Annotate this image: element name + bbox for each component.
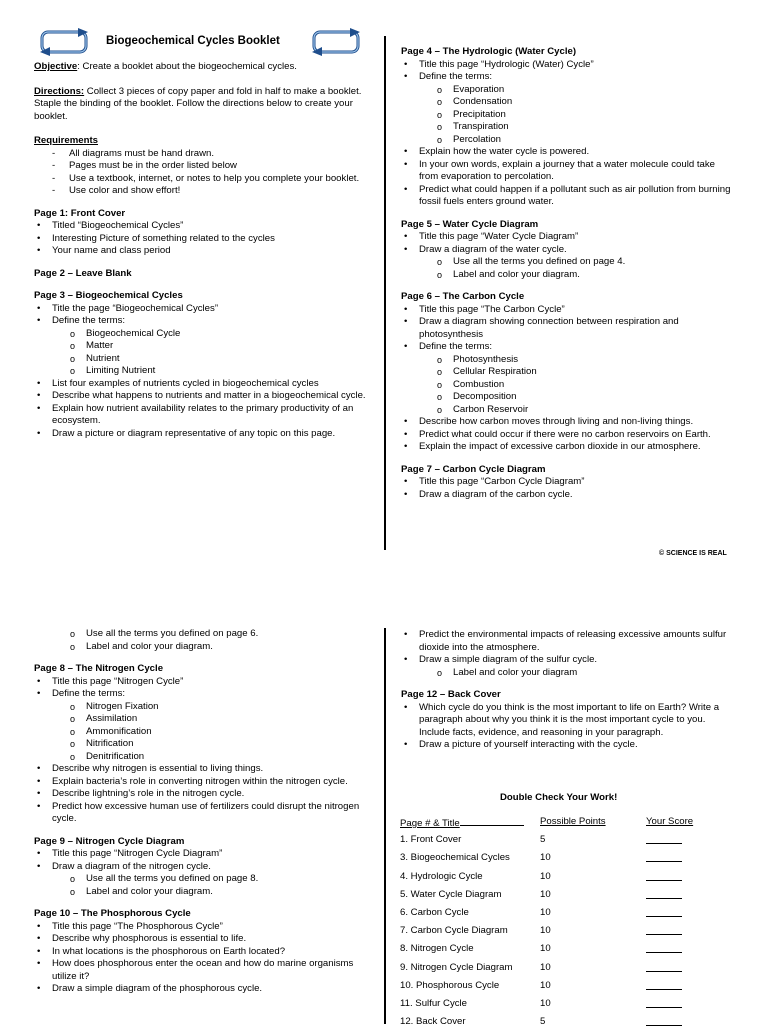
list-item: o Photosynthesis — [401, 354, 735, 367]
list-item: • Describe lightning’s role in the nitrogen cycle. — [34, 788, 368, 801]
list-item: - Use color and show effort! — [34, 185, 368, 198]
list-item: o Use all the terms you defined on page 4. — [401, 256, 735, 269]
list-item: • Your name and class period — [34, 245, 368, 258]
page-6-list-rest — [401, 416, 735, 454]
list-item: • Which cycle do you think is the most important to life on Earth? Write a paragraph about why you think it is the most important cycle to you. Include facts, evidence, and reasoning in your paragraph. — [401, 702, 735, 740]
list-item: • Explain bacteria’s role in converting nitrogen within the nitrogen cycle. — [34, 776, 368, 789]
header-page-title: Page # & Title — [400, 818, 460, 829]
list-item: - Pages must be in the order listed below — [34, 160, 368, 173]
list-item: • Draw a picture of yourself interacting with the cycle. — [401, 739, 735, 752]
page-7-list — [401, 476, 735, 501]
column-divider — [384, 36, 386, 550]
list-item: o Use all the terms you defined on page 6. — [34, 628, 368, 641]
requirements-heading: Requirements — [34, 135, 98, 146]
list-item: • Draw a diagram of the water cycle. — [401, 244, 735, 257]
table-row: 6. Carbon Cycle 10 — [400, 907, 736, 925]
page-5-sublist — [401, 256, 735, 281]
table-row: 4. Hydrologic Cycle 10 — [400, 871, 736, 889]
score-blank[interactable] — [646, 834, 682, 844]
page-6-terms — [401, 354, 735, 417]
requirements-list — [34, 148, 368, 198]
list-item: • Explain how nutrient availability relates to the primary productivity of an ecosystem. — [34, 403, 368, 428]
checklist-title: Double Check Your Work! — [500, 792, 618, 803]
list-item: o Label and color your diagram. — [401, 269, 735, 282]
list-item: • List four examples of nutrients cycled in biogeochemical cycles — [34, 378, 368, 391]
top-right-column — [401, 46, 735, 501]
list-item: o Label and color your diagram. — [34, 886, 368, 899]
list-item: o Label and color your diagram — [401, 667, 735, 680]
page-8-list — [34, 676, 368, 701]
table-row: 10. Phosphorous Cycle 10 — [400, 980, 736, 998]
list-item: o Nitrification — [34, 738, 368, 751]
list-item: o Transpiration — [401, 121, 735, 134]
list-item: • Title this page “Carbon Cycle Diagram” — [401, 476, 735, 489]
page-4-list — [401, 59, 735, 84]
score-blank[interactable] — [646, 871, 682, 881]
list-item: • Predict the environmental impacts of releasing excessive amounts sulfur dioxide into the atmosphere. — [401, 629, 735, 654]
list-item: o Limiting Nutrient — [34, 365, 368, 378]
list-item: • Title this page “Water Cycle Diagram” — [401, 231, 735, 244]
score-blank[interactable] — [646, 998, 682, 1008]
score-blank[interactable] — [646, 907, 682, 917]
list-item: • Title this page “The Phosphorous Cycle” — [34, 921, 368, 934]
list-item: o Nitrogen Fixation — [34, 701, 368, 714]
score-blank[interactable] — [646, 1016, 682, 1026]
list-item: • Draw a simple diagram of the phosphorous cycle. — [34, 983, 368, 996]
list-item: • Define the terms: — [34, 688, 368, 701]
list-item: o Assimilation — [34, 713, 368, 726]
list-item: o Combustion — [401, 379, 735, 392]
page-6-list — [401, 304, 735, 354]
list-item: • Explain how the water cycle is powered. — [401, 146, 735, 159]
list-item: • Predict what could occur if there were no carbon reservoirs on Earth. — [401, 429, 735, 442]
objective: Objective: Create a booklet about the biogeochemical cycles. — [34, 61, 297, 72]
table-row: 7. Carbon Cycle Diagram 10 — [400, 925, 736, 943]
score-blank[interactable] — [646, 980, 682, 990]
cycle-arrows-icon — [310, 28, 362, 56]
page-5-heading: Page 5 – Water Cycle Diagram — [401, 218, 539, 230]
list-item: • Define the terms: — [34, 315, 368, 328]
list-item: • How does phosphorous enter the ocean and how do marine organisms utilize it? — [34, 958, 368, 983]
page-8-terms — [34, 701, 368, 764]
list-item: • Title this page “Nitrogen Cycle” — [34, 676, 368, 689]
list-item: o Percolation — [401, 134, 735, 147]
list-item: o Ammonification — [34, 726, 368, 739]
page-7-heading: Page 7 – Carbon Cycle Diagram — [401, 463, 546, 475]
list-item: • Interesting Picture of something related to the cycles — [34, 233, 368, 246]
header-possible-points: Possible Points — [540, 816, 606, 827]
list-item: • Define the terms: — [401, 341, 735, 354]
list-item: • Draw a picture or diagram representative of any topic on this page. — [34, 428, 368, 441]
list-item: • Title this page “The Carbon Cycle” — [401, 304, 735, 317]
score-blank[interactable] — [646, 962, 682, 972]
list-item: • In your own words, explain a journey that a water molecule could take from evaporation to percolation. — [401, 159, 735, 184]
page-3-list — [34, 303, 368, 328]
page-1-heading: Page 1: Front Cover — [34, 207, 126, 219]
list-item: - Use a textbook, internet, or notes to help you complete your booklet. — [34, 173, 368, 186]
page-3-list-rest — [34, 378, 368, 441]
list-item: • Describe how carbon moves through living and non-living things. — [401, 416, 735, 429]
score-blank[interactable] — [646, 852, 682, 862]
bottom-left-column — [34, 628, 368, 996]
page-9-sublist — [34, 873, 368, 898]
list-item: • Draw a diagram of the nitrogen cycle. — [34, 861, 368, 874]
score-blank[interactable] — [646, 889, 682, 899]
score-blank[interactable] — [646, 943, 682, 953]
header-your-score: Your Score — [646, 816, 694, 827]
copyright-credit: © SCIENCE IS REAL — [659, 550, 727, 557]
list-item: • Describe what happens to nutrients and matter in a biogeochemical cycle. — [34, 390, 368, 403]
list-item: • Predict what could happen if a pollutant such as air pollution from burning fossil fuels enters ground water. — [401, 184, 735, 209]
page-4-terms — [401, 84, 735, 147]
list-item: o Precipitation — [401, 109, 735, 122]
table-header-row — [400, 816, 736, 834]
list-item: • Define the terms: — [401, 71, 735, 84]
page-7-sublist — [34, 628, 368, 653]
page-3-heading: Page 3 – Biogeochemical Cycles — [34, 290, 183, 301]
table-row: 8. Nitrogen Cycle 10 — [400, 943, 736, 961]
booklet-header — [40, 28, 360, 56]
table-row: 1. Front Cover 5 — [400, 834, 736, 852]
page-12-heading: Page 12 – Back Cover — [401, 689, 501, 700]
list-item: o Use all the terms you defined on page 8. — [34, 873, 368, 886]
list-item: • Titled “Biogeochemical Cycles” — [34, 220, 368, 233]
page-9-list — [34, 848, 368, 873]
cycle-arrows-icon — [40, 28, 92, 56]
bottom-right-column — [401, 629, 735, 752]
page-6-heading: Page 6 – The Carbon Cycle — [401, 291, 525, 302]
table-row: 5. Water Cycle Diagram 10 — [400, 889, 736, 907]
list-item: • Title this page “Nitrogen Cycle Diagram” — [34, 848, 368, 861]
table-row: 9. Nitrogen Cycle Diagram 10 — [400, 962, 736, 980]
list-item: • Title the page “Biogeochemical Cycles” — [34, 303, 368, 316]
list-item: o Cellular Respiration — [401, 366, 735, 379]
page-4-list-rest — [401, 146, 735, 209]
list-item: • Explain the impact of excessive carbon dioxide in our atmosphere. — [401, 441, 735, 454]
score-blank[interactable] — [646, 925, 682, 935]
score-table — [400, 816, 736, 1034]
page-11-sublist — [401, 667, 735, 680]
page-8-heading: Page 8 – The Nitrogen Cycle — [34, 663, 164, 674]
page-4-heading: Page 4 – The Hydrologic (Water Cycle) — [401, 46, 577, 57]
list-item: o Label and color your diagram. — [34, 641, 368, 654]
list-item: • Draw a diagram showing connection between respiration and photosynthesis — [401, 316, 735, 341]
booklet-title: Biogeochemical Cycles Booklet — [106, 35, 280, 47]
directions: Directions: Collect 3 pieces of copy paper and fold in half to make a booklet. Staple the binding of the booklet. Follow the directions below to create your booklet. — [34, 85, 362, 122]
list-item: o Denitrification — [34, 751, 368, 764]
list-item: • Draw a diagram of the carbon cycle. — [401, 489, 735, 502]
list-item: o Condensation — [401, 96, 735, 109]
page-12-list — [401, 702, 735, 752]
list-item: o Carbon Reservoir — [401, 404, 735, 417]
list-item: o Nutrient — [34, 353, 368, 366]
page-5-list — [401, 231, 735, 256]
page-3-terms — [34, 328, 368, 378]
column-divider — [384, 628, 386, 1024]
list-item: • Title this page “Hydrologic (Water) Cycle” — [401, 59, 735, 72]
table-row: 11. Sulfur Cycle 10 — [400, 998, 736, 1016]
page-10-heading: Page 10 – The Phosphorous Cycle — [34, 908, 191, 919]
page-8-list-rest — [34, 763, 368, 826]
list-item: • Describe why phosphorous is essential to life. — [34, 933, 368, 946]
list-item: • Describe why nitrogen is essential to living things. — [34, 763, 368, 776]
list-item: • In what locations is the phosphorous on Earth located? — [34, 946, 368, 959]
page-9-heading: Page 9 – Nitrogen Cycle Diagram — [34, 835, 185, 847]
list-item: o Decomposition — [401, 391, 735, 404]
list-item: o Biogeochemical Cycle — [34, 328, 368, 341]
page-10-list — [34, 921, 368, 996]
page-11-list — [401, 629, 735, 667]
table-row: 3. Biogeochemical Cycles 10 — [400, 852, 736, 870]
table-row: 12. Back Cover 5 — [400, 1016, 736, 1034]
list-item: o Matter — [34, 340, 368, 353]
list-item: - All diagrams must be hand drawn. — [34, 148, 368, 161]
list-item: • Predict how excessive human use of fertilizers could disrupt the nitrogen cycle. — [34, 801, 368, 826]
page-1-list — [34, 220, 368, 258]
list-item: o Evaporation — [401, 84, 735, 97]
list-item: • Draw a simple diagram of the sulfur cycle. — [401, 654, 735, 667]
top-left-column — [34, 61, 368, 440]
page-2-heading: Page 2 – Leave Blank — [34, 267, 132, 279]
